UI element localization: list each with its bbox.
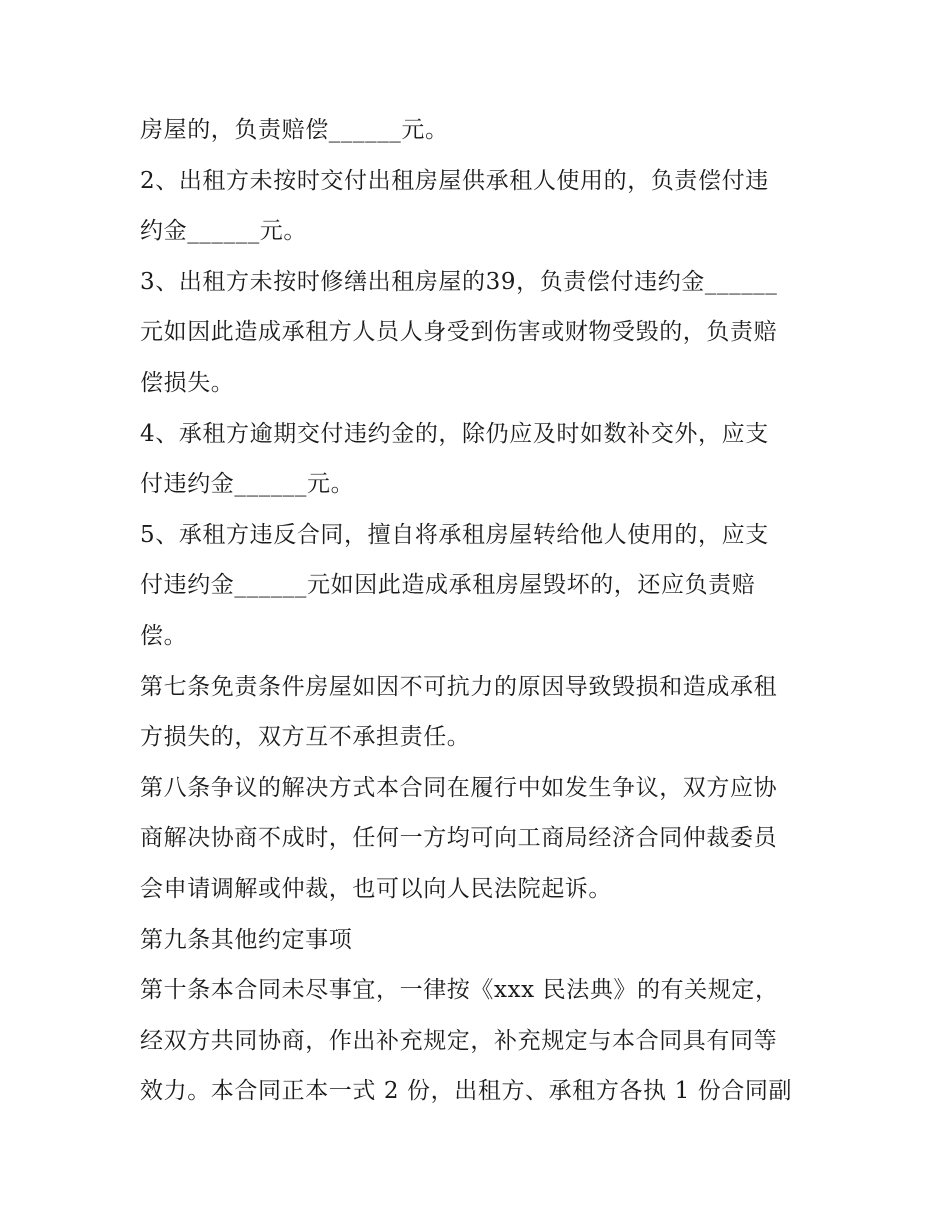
text-line: 约金______元。 — [140, 218, 307, 244]
text-line: 付违约金______元如因此造成承租房屋毁坏的，还应负责赔 — [140, 572, 756, 598]
text-line: 效力。本合同正本一式 2 份，出租方、承租方各执 1 份合同副 — [140, 1078, 793, 1104]
text-line: 第九条其他约定事项 — [140, 927, 353, 953]
text-line: 付违约金______元。 — [140, 471, 355, 497]
text-line: 商解决协商不成时，任何一方均可向工商局经济合同仲裁委员 — [140, 825, 778, 851]
text-line: 元如因此造成承租方人员人身受到伤害或财物受毁的，负责赔 — [140, 319, 778, 345]
text-line: 房屋的，负责赔偿______元。 — [140, 117, 449, 143]
text-line: 2、出租方未按时交付出租房屋供承租人使用的，负责偿付违 — [140, 168, 769, 194]
text-line: 4、承租方逾期交付违约金的，除仍应及时如数补交外，应支 — [140, 421, 769, 447]
text-line: 方损失的，双方互不承担责任。 — [140, 724, 471, 750]
text-line: 偿损失。 — [140, 370, 235, 396]
text-line: 5、承租方违反合同，擅自将承租房屋转给他人使用的，应支 — [140, 522, 769, 548]
text-line: 经双方共同协商，作出补充规定，补充规定与本合同具有同等 — [140, 1028, 778, 1054]
text-line: 第十条本合同未尽事宜，一律按《xxx 民法典》的有关规定， — [140, 977, 779, 1003]
text-line: 第七条免责条件房屋如因不可抗力的原因导致毁损和造成承租 — [140, 674, 778, 700]
text-line: 偿。 — [140, 623, 188, 649]
text-line: 会申请调解或仲裁，也可以向人民法院起诉。 — [140, 876, 612, 902]
text-line: 第八条争议的解决方式本合同在履行中如发生争议，双方应协 — [140, 775, 778, 801]
text-line: 3、出租方未按时修缮出租房屋的39，负责偿付违约金______ — [140, 269, 778, 295]
